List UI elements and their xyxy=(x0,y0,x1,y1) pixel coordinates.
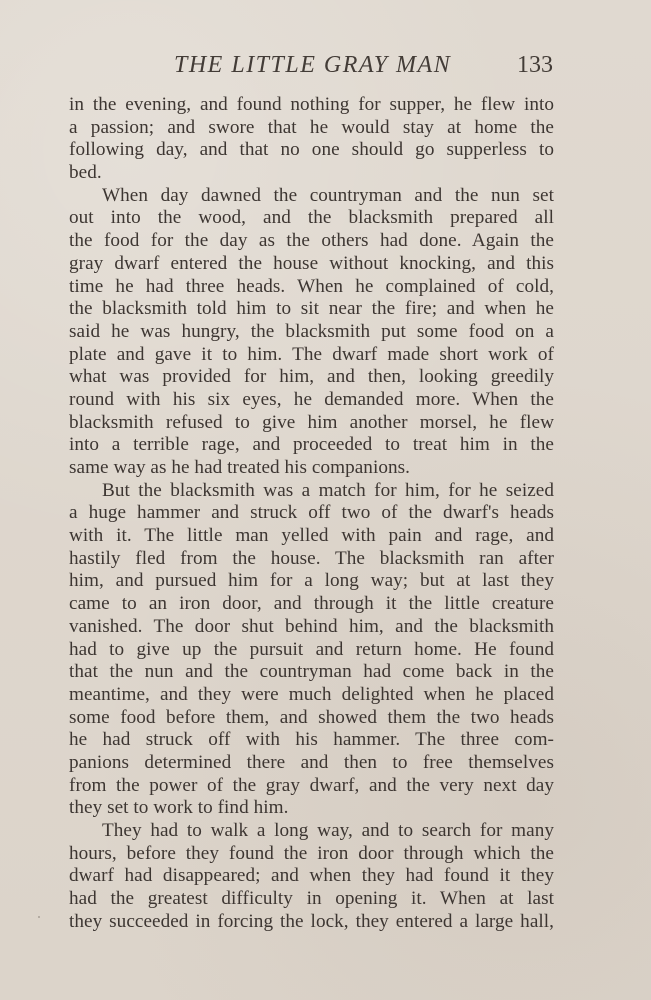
body-line: same way as he had treated his companions. xyxy=(69,457,410,478)
body-line: came to an iron door, and through it the little creature xyxy=(69,593,554,615)
body-line: with it. The little man yelled with pain and rage, and xyxy=(69,525,554,547)
body-line: they set to work to find him. xyxy=(69,797,289,819)
page-number: 133 xyxy=(517,52,553,78)
body-line: They had to walk a long way, and to search for many xyxy=(102,820,554,841)
body-line: said he was hungry, the blacksmith put some food on a xyxy=(69,320,554,342)
body-line: plate and gave it to him. The dwarf made short work of xyxy=(69,343,554,365)
body-line: into a terrible rage, and proceeded to treat him in the xyxy=(69,434,554,456)
body-line: dwarf had disappeared; and when they had found it they xyxy=(69,865,554,887)
body-line: had to give up the pursuit and return home. He found xyxy=(69,638,554,660)
body-text xyxy=(69,94,554,933)
body-line: what was provided for him, and then, looking greedily xyxy=(69,366,554,388)
body-line: vanished. The door shut behind him, and the blacksmith xyxy=(69,615,554,637)
body-line: a passion; and swore that he would stay at home the xyxy=(69,116,554,138)
body-line: When day dawned the countryman and the nun set xyxy=(102,184,554,206)
page-speck xyxy=(38,916,40,918)
body-line: time he had three heads. When he complained of cold, xyxy=(69,275,554,297)
body-line: that the nun and the countryman had come back in the xyxy=(69,661,554,683)
body-line: out into the wood, and the blacksmith prepared all xyxy=(69,207,554,229)
body-line: had the greatest difficulty in opening it. When at last xyxy=(69,888,554,910)
body-line: a huge hammer and struck off two of the dwarf's heads xyxy=(69,502,554,524)
running-title: THE LITTLE GRAY MAN xyxy=(174,52,452,78)
body-line: hastily fled from the house. The blacksmith ran after xyxy=(69,547,554,569)
body-line: following day, and that no one should go supperless to xyxy=(69,139,554,161)
body-line: him, and pursued him for a long way; but at last they xyxy=(69,570,554,592)
body-line: round with his six eyes, he demanded more. When the xyxy=(69,388,554,410)
body-line: in the evening, and found nothing for supper, he flew into xyxy=(69,94,554,115)
body-line: hours, before they found the iron door through which the xyxy=(69,842,554,864)
body-line: they succeeded in forcing the lock, they entered a large hall, xyxy=(69,910,554,932)
body-line: from the power of the gray dwarf, and the very next day xyxy=(69,774,554,796)
body-line: blacksmith refused to give him another morsel, he flew xyxy=(69,411,554,433)
body-line: the blacksmith told him to sit near the fire; and when he xyxy=(69,298,554,320)
body-line: meantime, and they were much delighted when he placed xyxy=(69,683,554,705)
body-line: some food before them, and showed them the two heads xyxy=(69,706,554,728)
body-line: panions determined there and then to free themselves xyxy=(69,751,554,773)
body-line: bed. xyxy=(69,162,102,184)
body-line: he had struck off with his hammer. The three com- xyxy=(69,729,554,751)
body-line: the food for the day as the others had done. Again the xyxy=(69,230,554,252)
running-header xyxy=(0,52,651,84)
body-line: But the blacksmith was a match for him, for he seized xyxy=(102,479,554,501)
body-line: gray dwarf entered the house without knocking, and this xyxy=(69,252,554,274)
